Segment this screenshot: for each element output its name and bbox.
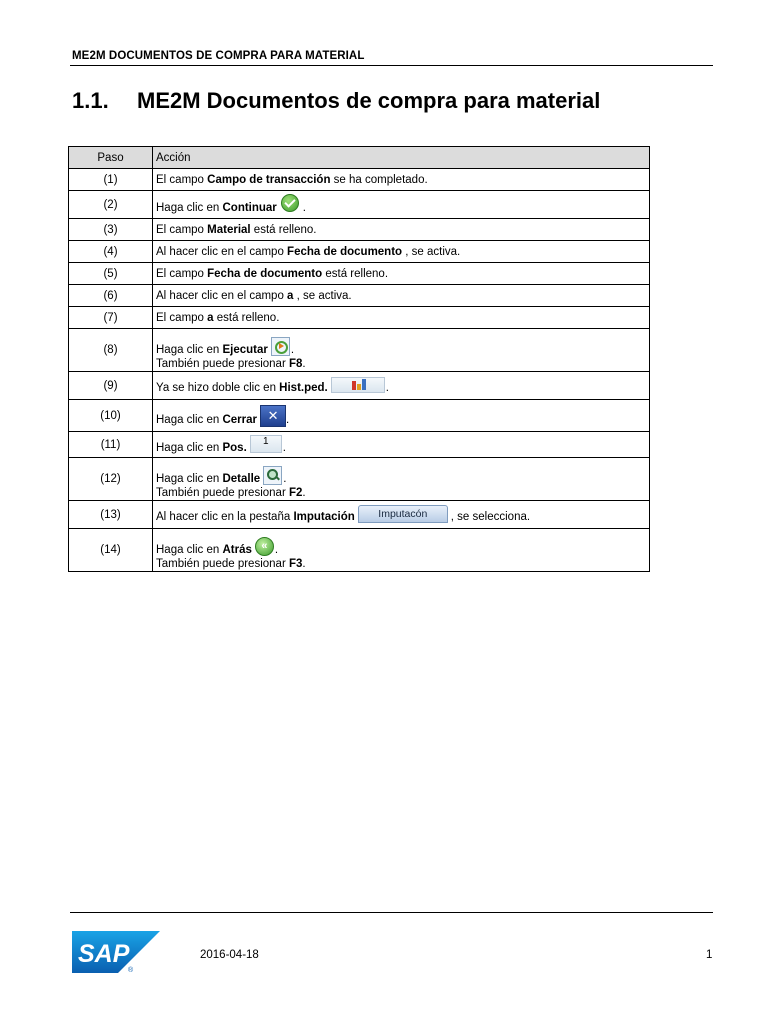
table-row (69, 307, 650, 329)
action-field-name: Campo de transacción (207, 173, 331, 186)
step-action (153, 458, 650, 501)
step-action (153, 263, 650, 285)
table-row (69, 169, 650, 191)
action-text: Ya se hizo doble clic en (156, 381, 280, 394)
action-text: . (286, 413, 290, 426)
action-text: . (302, 202, 306, 214)
action-field-name: F3 (288, 558, 303, 570)
sap-logo (72, 931, 160, 973)
action-text: El campo (156, 311, 208, 324)
svg-text:SAP: SAP (78, 940, 130, 968)
action-field-name: Hist.ped. (279, 381, 328, 394)
table-row (69, 372, 650, 400)
step-action (153, 372, 650, 400)
action-text: está relleno. (250, 223, 317, 236)
step-number: (7) (69, 307, 153, 329)
step-number: (12) (69, 458, 153, 501)
action-text: , se activa. (402, 245, 461, 258)
step-action (153, 219, 650, 241)
step-number: (8) (69, 329, 153, 372)
action-field-name: Fecha de documento (287, 245, 403, 258)
step-action (153, 169, 650, 191)
action-field-name: Continuar (222, 202, 277, 214)
step-action (153, 400, 650, 432)
section-title: ME2M Documentos de compra para material (137, 88, 601, 113)
action-field-name: Ejecutar (222, 344, 268, 356)
imputation-tab-icon: Imputacón (358, 505, 448, 523)
svg-text:®: ® (128, 967, 134, 973)
step-number: (6) (69, 285, 153, 307)
step-action (153, 529, 650, 572)
step-number: (4) (69, 241, 153, 263)
action-text: Haga clic en (156, 441, 223, 454)
action-field-name: a (207, 311, 214, 324)
footer-date: 2016-04-18 (200, 949, 259, 961)
document-header-title: ME2M DOCUMENTOS DE COMPRA PARA MATERIAL (72, 50, 365, 62)
action-text: se ha completado. (330, 173, 428, 186)
history-chart-icon (331, 377, 385, 393)
steps-table-header (69, 147, 650, 169)
action-text: , se selecciona. (450, 511, 531, 523)
table-row (69, 191, 650, 219)
action-text: También puede presionar (156, 487, 289, 499)
back-icon: « (255, 537, 274, 556)
footer-divider (70, 912, 713, 913)
step-action (153, 432, 650, 458)
step-number: (2) (69, 191, 153, 219)
step-number: (13) (69, 501, 153, 529)
action-field-name: F2 (288, 487, 303, 499)
action-text: El campo (156, 267, 208, 280)
action-text: . (290, 344, 295, 356)
table-row (69, 329, 650, 372)
table-row (69, 458, 650, 501)
action-text: . (274, 544, 279, 556)
step-action (153, 501, 650, 529)
action-text: Haga clic en (156, 413, 223, 426)
column-header-paso: Paso (69, 147, 153, 169)
table-row (69, 432, 650, 458)
table-row (69, 501, 650, 529)
action-text: El campo (156, 173, 208, 186)
section-heading (72, 88, 600, 114)
step-number: (5) (69, 263, 153, 285)
action-text: Al hacer clic en el campo (156, 245, 288, 258)
step-number: (3) (69, 219, 153, 241)
section-number: 1.1. (72, 88, 109, 113)
close-icon: ✕ (260, 405, 286, 427)
action-field-name: Cerrar (222, 413, 258, 426)
action-text: También puede presionar (156, 358, 289, 370)
step-action (153, 191, 650, 219)
table-row (69, 263, 650, 285)
action-field-name: a (287, 289, 294, 302)
action-text: . (302, 558, 306, 570)
footer-page-number: 1 (706, 949, 713, 961)
steps-table-body (69, 169, 650, 572)
step-action (153, 241, 650, 263)
action-field-name: Material (207, 223, 251, 236)
action-field-name: Pos. (222, 441, 247, 454)
action-text: Haga clic en (156, 202, 223, 214)
action-field-name: Imputación (293, 511, 355, 523)
table-row (69, 529, 650, 572)
step-number: (10) (69, 400, 153, 432)
table-row (69, 241, 650, 263)
action-field-name: Detalle (222, 473, 261, 485)
action-text: . (302, 487, 306, 499)
check-icon (281, 194, 299, 212)
column-header-accion: Acción (153, 147, 650, 169)
action-text: Haga clic en (156, 473, 223, 485)
action-text: . (282, 441, 286, 454)
table-row (69, 285, 650, 307)
action-text: . (385, 381, 389, 394)
step-number: (9) (69, 372, 153, 400)
header-divider (70, 65, 713, 66)
action-field-name: Atrás (222, 544, 252, 556)
action-text: . (283, 473, 287, 485)
action-text: También puede presionar (156, 558, 289, 570)
action-text: está relleno. (213, 311, 280, 324)
step-action (153, 307, 650, 329)
step-number: (1) (69, 169, 153, 191)
table-row (69, 400, 650, 432)
steps-table (68, 146, 650, 572)
action-field-name: Fecha de documento (207, 267, 323, 280)
action-text: Al hacer clic en el campo (156, 289, 288, 302)
action-text: El campo (156, 223, 208, 236)
table-row (69, 219, 650, 241)
step-number: (11) (69, 432, 153, 458)
execute-icon (271, 337, 290, 356)
action-text: . (302, 358, 306, 370)
position-button-icon: 1 (250, 435, 282, 453)
action-text: Al hacer clic en la pestaña (156, 511, 294, 523)
action-field-name: F8 (288, 358, 303, 370)
step-action (153, 329, 650, 372)
detail-magnifier-icon (263, 466, 282, 485)
step-number: (14) (69, 529, 153, 572)
action-text: está relleno. (322, 267, 389, 280)
action-text: , se activa. (293, 289, 352, 302)
action-text: Haga clic en (156, 344, 223, 356)
action-text: Haga clic en (156, 544, 223, 556)
step-action (153, 285, 650, 307)
